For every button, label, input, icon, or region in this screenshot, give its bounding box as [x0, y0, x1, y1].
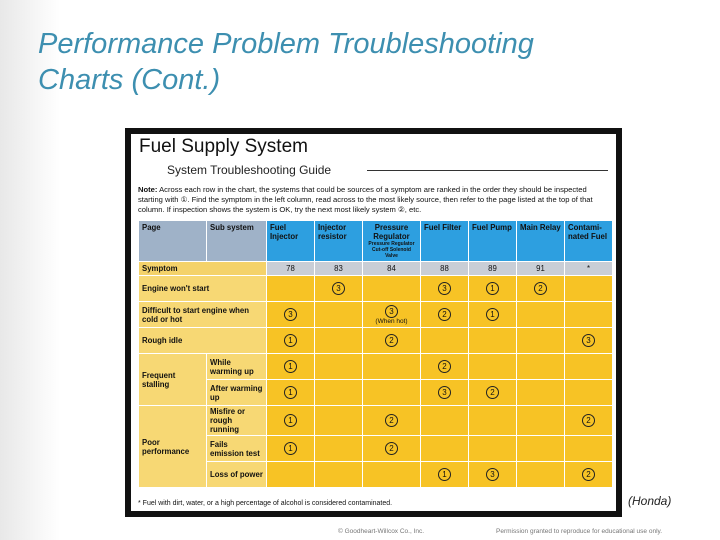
symptom-label: Loss of power — [207, 462, 267, 488]
rank-badge: 2 — [438, 360, 451, 373]
slide-title — [38, 26, 678, 98]
rank-badge: 1 — [284, 334, 297, 347]
header-symptom: Symptom — [139, 262, 267, 276]
header-row — [139, 221, 613, 262]
symptom-label: After warming up — [207, 380, 267, 406]
rank-badge: 1 — [486, 308, 499, 321]
rank-badge: 1 — [284, 360, 297, 373]
page-number: 89 — [469, 262, 517, 276]
col-header-extra: Pressure Regulator Cut-off Solenoid Valve — [368, 241, 415, 259]
rank-badge: 2 — [385, 414, 398, 427]
footnote: * Fuel with dirt, water, or a high percentage of alcohol is considered contaminated. — [138, 500, 393, 507]
rank-badge: 2 — [582, 468, 595, 481]
page-number: 83 — [315, 262, 363, 276]
rank-badge: 2 — [385, 334, 398, 347]
rank-badge: 1 — [284, 442, 297, 455]
symptom-label: Fails emission test — [207, 436, 267, 462]
note — [138, 185, 608, 215]
footer-permission: Permission granted to reproduce for educational use only. — [496, 528, 663, 535]
note-text: Across each row in the chart, the systems that could be sources of a symptom are ranked in the order they should be inspected starting with ①. Find the symptom in the left column, read across to the most likely source, then refer to the page listed at the top of that column. If inspection shows the system is OK, try the next most likely system ②, etc. — [138, 185, 593, 214]
table-row — [139, 328, 613, 354]
page-row — [139, 262, 613, 276]
col-header-name: Pressure Regulator — [373, 223, 410, 241]
image-credit: (Honda) — [628, 494, 672, 508]
symptom-label: While warming up — [207, 354, 267, 380]
col-header: Main Relay — [517, 221, 565, 262]
rank-badge: 1 — [438, 468, 451, 481]
rank-badge: 3 — [486, 468, 499, 481]
symptom-label: Difficult to start engine when cold or hot — [139, 302, 267, 328]
rank-badge: 2 — [534, 282, 547, 295]
table-row — [139, 380, 613, 406]
title-line-2: Charts (Cont.) — [38, 64, 221, 96]
rank-badge: 3 — [582, 334, 595, 347]
page-number: 91 — [517, 262, 565, 276]
rank-badge: 3 — [284, 308, 297, 321]
symptom-label: Misfire or rough running — [207, 406, 267, 436]
page-number: * — [565, 262, 613, 276]
col-header: Contami-nated Fuel — [565, 221, 613, 262]
header-subsystem: Sub system — [207, 221, 267, 262]
table-row — [139, 436, 613, 462]
chart-title: Fuel Supply System — [139, 136, 308, 157]
table-row — [139, 462, 613, 488]
col-header: Fuel Injector — [267, 221, 315, 262]
rank-badge: 3 — [438, 282, 451, 295]
col-header: Fuel Pump — [469, 221, 517, 262]
title-line-1: Performance Problem Troubleshooting — [38, 28, 534, 60]
col-header: Fuel Filter — [421, 221, 469, 262]
rank-badge: 3 — [385, 305, 398, 318]
rank-badge: 3 — [438, 386, 451, 399]
rank-badge: 2 — [486, 386, 499, 399]
rank-badge: 1 — [284, 414, 297, 427]
symptom-group: Frequent stalling — [139, 354, 207, 406]
symptom-group: Poor performance — [139, 406, 207, 488]
page-number: 88 — [421, 262, 469, 276]
rank-badge: 2 — [385, 442, 398, 455]
table-row — [139, 302, 613, 328]
figure-panel — [131, 134, 616, 511]
symptom-label: Rough idle — [139, 328, 267, 354]
page-number: 84 — [363, 262, 421, 276]
rank-badge: 2 — [438, 308, 451, 321]
rank-badge: 1 — [284, 386, 297, 399]
footer-copyright: © Goodheart-Willcox Co., Inc. — [338, 528, 425, 535]
fuel-supply-figure — [125, 128, 622, 517]
note-label: Note: — [138, 185, 158, 194]
cell-note: (When hot) — [375, 317, 408, 325]
col-header — [363, 221, 421, 262]
table-row — [139, 354, 613, 380]
header-page: Page — [139, 221, 207, 262]
col-header: Injector resistor — [315, 221, 363, 262]
subtitle-rule — [367, 170, 608, 171]
symptom-label: Engine won't start — [139, 276, 267, 302]
rank-badge: 2 — [582, 414, 595, 427]
rank-badge: 1 — [486, 282, 499, 295]
table-row — [139, 406, 613, 436]
page-number: 78 — [267, 262, 315, 276]
table-row — [139, 276, 613, 302]
chart-subtitle: System Troubleshooting Guide — [167, 163, 332, 177]
troubleshooting-table — [138, 220, 613, 488]
rank-badge: 3 — [332, 282, 345, 295]
